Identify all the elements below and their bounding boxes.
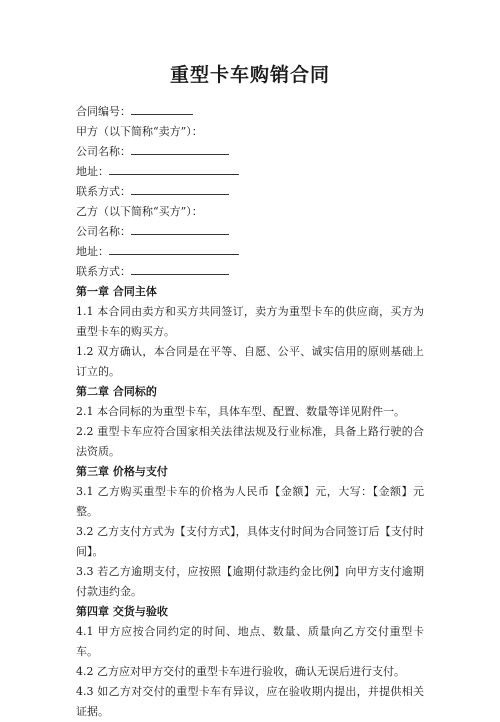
party-a-contact-label: 联系方式：	[76, 185, 131, 198]
party-b-address-line	[76, 242, 424, 262]
chapter-4-heading: 第四章 交货与验收	[76, 605, 168, 618]
contract-body	[76, 102, 424, 722]
party-b-company-label: 公司名称：	[76, 225, 131, 238]
chapter-3-heading: 第三章 价格与支付	[76, 465, 168, 478]
clause-1-2: 1.2 双方确认，本合同是在平等、自愿、公平、诚实信用的原则基础上订立的。	[76, 345, 424, 378]
party-a-address-label: 地址：	[76, 165, 109, 178]
party-a-address-line	[76, 162, 424, 182]
chapter-1-heading: 第一章 合同主体	[76, 285, 157, 298]
chapter-2-heading: 第二章 合同标的	[76, 385, 157, 398]
party-a-contact-line	[76, 182, 424, 202]
contract-number-blank	[131, 104, 193, 115]
clause-3-2: 3.2 乙方支付方式为【支付方式】，具体支付时间为合同签订后【支付时间】。	[76, 525, 424, 558]
party-b-label: 乙方（以下简称“买方”）：	[76, 205, 203, 218]
contract-number-line	[76, 102, 424, 122]
clause-4-2: 4.2 乙方应对甲方交付的重型卡车进行验收，确认无误后进行支付。	[76, 665, 405, 678]
party-b-address-label: 地址：	[76, 245, 109, 258]
party-a-company-blank	[131, 144, 229, 155]
party-a-company-line	[76, 142, 424, 162]
clause-2-1: 2.1 本合同标的为重型卡车，具体车型、配置、数量等详见附件一。	[76, 405, 405, 418]
party-b-contact-label: 联系方式：	[76, 265, 131, 278]
party-a-label: 甲方（以下简称“卖方”）：	[76, 125, 203, 138]
clause-3-1: 3.1 乙方购买重型卡车的价格为人民币【金额】元，大写：【金额】元整。	[76, 485, 424, 518]
party-b-line	[76, 202, 424, 222]
contract-number-label: 合同编号：	[76, 105, 131, 118]
party-a-contact-blank	[131, 184, 229, 195]
clause-4-1: 4.1 甲方应按合同约定的时间、地点、数量、质量向乙方交付重型卡车。	[76, 625, 424, 658]
party-a-line	[76, 122, 424, 142]
clause-1-1: 1.1 本合同由卖方和买方共同签订，卖方为重型卡车的供应商，买方为重型卡车的购买方。	[76, 305, 424, 338]
party-a-address-blank	[109, 164, 239, 175]
party-b-address-blank	[109, 244, 239, 255]
party-b-contact-blank	[131, 264, 229, 275]
party-b-company-line	[76, 222, 424, 242]
document-title: 重型卡车购销合同	[169, 64, 330, 86]
clause-2-2: 2.2 重型卡车应符合国家相关法律法规及行业标准，具备上路行驶的合法资质。	[76, 425, 424, 458]
party-b-company-blank	[131, 224, 229, 235]
party-b-contact-line	[76, 262, 424, 282]
party-a-company-label: 公司名称：	[76, 145, 131, 158]
clause-4-3: 4.3 如乙方对交付的重型卡车有异议，应在验收期内提出，并提供相关证据。	[76, 685, 424, 718]
clause-3-3: 3.3 若乙方逾期支付，应按照【逾期付款违约金比例】向甲方支付逾期付款违约金。	[76, 565, 424, 598]
